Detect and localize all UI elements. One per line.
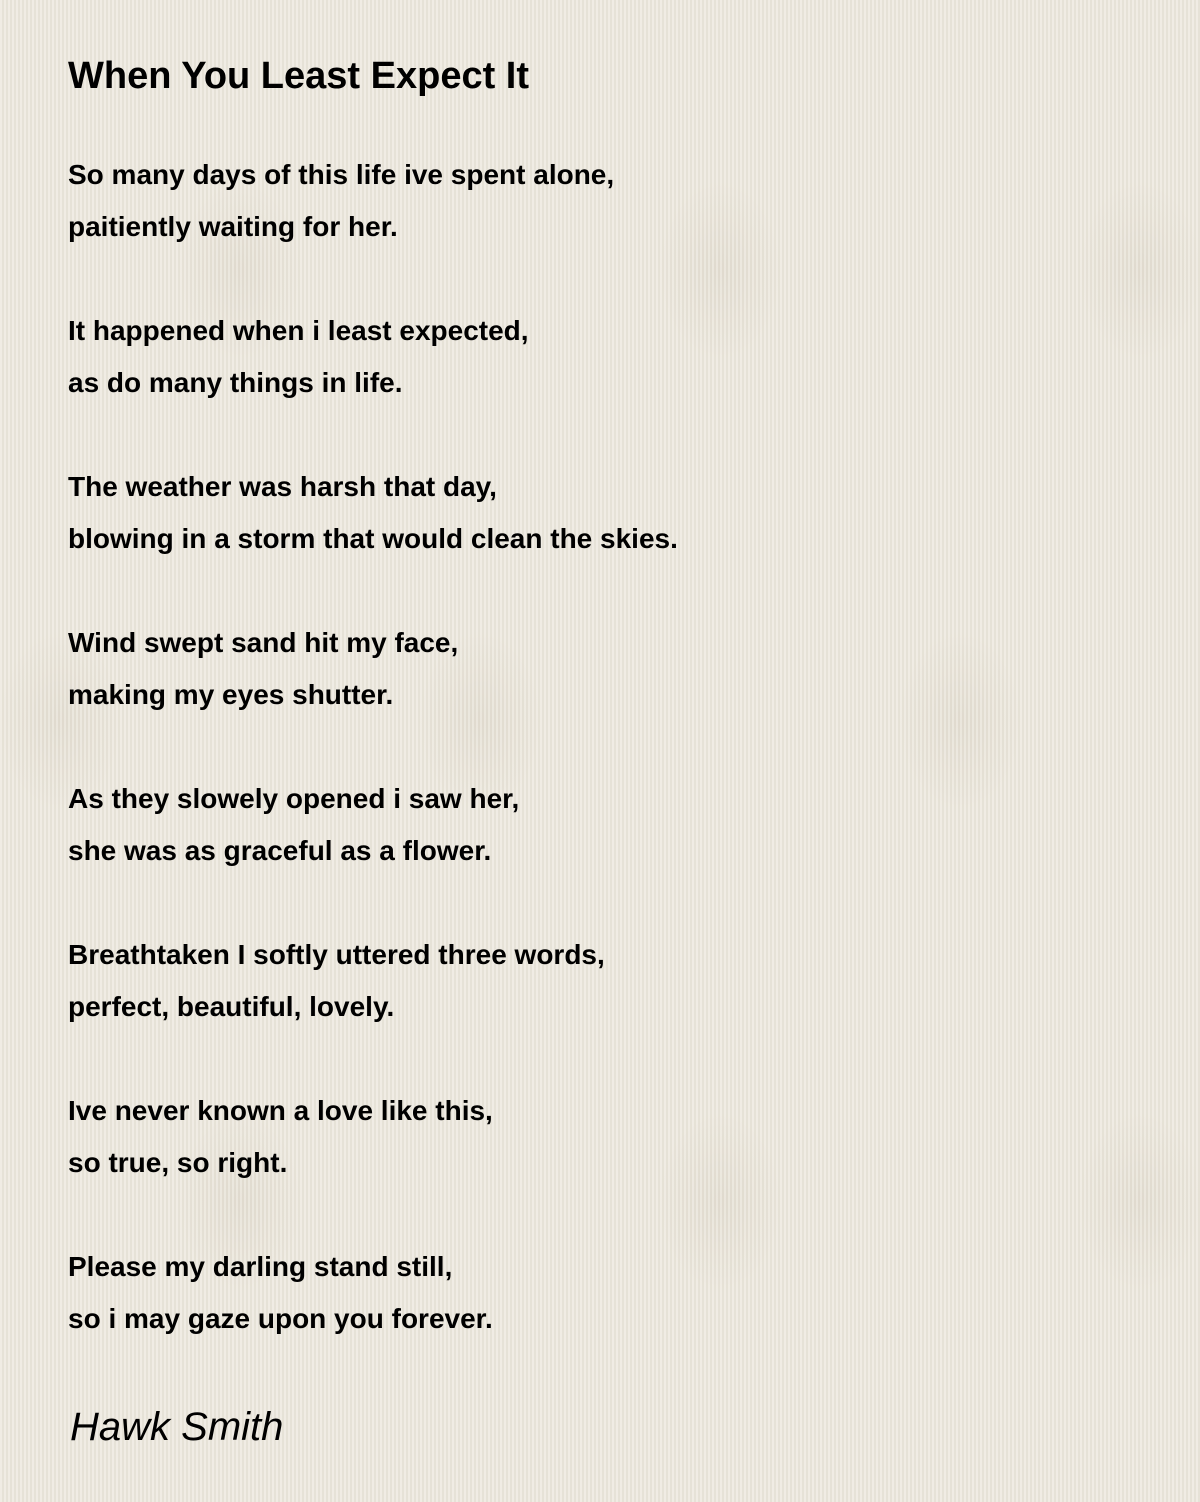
poem-line: perfect, beautiful, lovely. bbox=[68, 991, 395, 1022]
stanza-8 bbox=[68, 1241, 493, 1345]
poem-line: The weather was harsh that day, bbox=[68, 471, 497, 502]
poem-line: so true, so right. bbox=[68, 1147, 288, 1178]
poem-line: Breathtaken I softly uttered three words, bbox=[68, 939, 605, 970]
poem-line: Ive never known a love like this, bbox=[68, 1095, 493, 1126]
poem-line: so i may gaze upon you forever. bbox=[68, 1303, 493, 1334]
poem-line: Wind swept sand hit my face, bbox=[68, 627, 459, 658]
poem-line: blowing in a storm that would clean the skies. bbox=[68, 523, 678, 554]
stanza-1 bbox=[68, 149, 614, 253]
poem-line: she was as graceful as a flower. bbox=[68, 835, 492, 866]
poem-line: paitiently waiting for her. bbox=[68, 211, 398, 242]
poem-line: So many days of this life ive spent alone, bbox=[68, 159, 615, 190]
poem-line: as do many things in life. bbox=[68, 367, 403, 398]
stanza-3 bbox=[68, 461, 678, 565]
poem-line: making my eyes shutter. bbox=[68, 679, 394, 710]
poem-line: Please my darling stand still, bbox=[68, 1251, 453, 1282]
stanza-5 bbox=[68, 773, 519, 877]
stanza-2 bbox=[68, 305, 529, 409]
poem-line: It happened when i least expected, bbox=[68, 315, 529, 346]
stanza-7 bbox=[68, 1085, 493, 1189]
stanza-6 bbox=[68, 929, 605, 1033]
poem-title: When You Least Expect It bbox=[68, 55, 530, 97]
poem-line: As they slowely opened i saw her, bbox=[68, 783, 520, 814]
poem-author: Hawk Smith bbox=[70, 1405, 284, 1449]
stanza-4 bbox=[68, 617, 458, 721]
